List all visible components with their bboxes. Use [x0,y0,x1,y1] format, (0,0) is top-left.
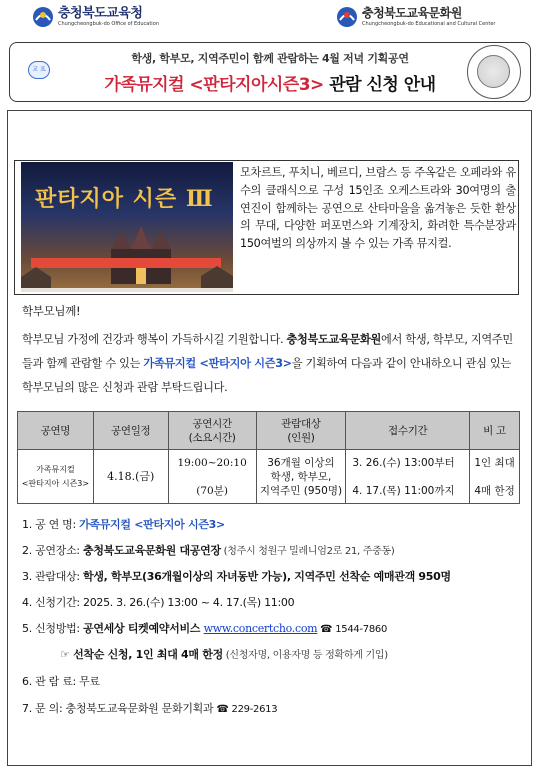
show-description: 모차르트, 푸치니, 베르디, 브람스 등 주옥같은 오페라와 유수의 클래식으로 구성 15인조 오케스트라와 30여명의 출연진이 함께하는 공연으로 산타마을을 옮겨놓은 듯한 환상의 무대, 다양한 퍼포먼스와 기계장치, 화려한 특수분장과 150여벌의 의상까지 볼 수 있는 가족 뮤지컬. [240,166,516,251]
table-header-audience: 관람대상 (인원) [256,412,346,450]
table-header-note: 비 고 [470,412,520,450]
list-item: 4. 신청기간: 2025. 3. 26.(수) 13:00 ~ 4. 17.(목) 11:00 [22,596,295,609]
ticket-phone: ☎ 1544-7860 [317,624,388,635]
performance-info-table [17,411,520,504]
title-subtitle: 학생, 학부모, 지역주민이 함께 관람하는 4월 저녁 기획공연 [131,52,409,65]
show-poster-image [21,162,233,292]
list-item: 6. 관 람 료: 무료 [22,675,100,688]
contact-phone: ☎ 229-2613 [216,704,278,715]
right-org-name: 충청북도교육문화원 [362,6,462,20]
education-office-emblem-icon [32,6,54,28]
right-org-name-en: Chungcheongbuk-do Educational and Cultural Center [362,21,496,27]
cell-period: 3. 26.(수) 13:00부터 4. 17.(목) 11:00까지 [346,450,470,504]
seal-emblem-icon [477,55,510,88]
list-item: 7. 문 의: 충청북도교육문화원 문화기획과 ☎ 229-2613 [22,702,278,715]
poster-title: 판타지아 시즌 Ⅲ [35,186,214,212]
title-show-name: 가족뮤지컬 <판타지아시즌3> [104,75,324,95]
intro-show-name: 가족뮤지컬 <판타지아 시즌3> [143,357,292,370]
list-item: 2. 공연장소: 충청북도교육문화원 대공연장 (청주시 청원구 밀레니엄2로 21, 주중동) [22,544,395,557]
official-seal [467,45,521,99]
cell-note: 1인 최대 4매 한정 [470,450,520,504]
ticket-site-link[interactable]: www.concertcho.com [203,622,318,635]
greeting: 학부모님께! [22,304,81,318]
title-box [9,42,531,102]
right-org-logo [336,6,495,28]
page-title [70,70,470,95]
intro-paragraph [22,328,522,400]
table-header-name: 공연명 [18,412,94,450]
list-item: 1. 공 연 명: 가족뮤지컬 <판타지아 시즌3> [22,518,225,531]
table-header-period: 접수기간 [346,412,470,450]
cell-date: 4.18.(금) [93,450,168,504]
intro-text-3: 을 기획하여 다음과 같이 안내하오니 관심 있는 학부모님의 많은 신청과 관람 부탁드립니다. [22,357,511,394]
cell-time: 19:00~20:10 (70분) [168,450,256,504]
list-item: 3. 관람대상: 학생, 학부모(36개월이상의 자녀동반 가능), 지역주민 선착순 예매관객 950명 [22,570,451,583]
culture-center-emblem-icon [336,6,358,28]
list-item: 5. 신청방법: 공연세상 티켓예약서비스 www.concertcho.com ☎ 1544-7860 [22,622,388,635]
title-suffix: 관람 신청 안내 [323,75,436,95]
table-header-row [18,412,520,450]
list-item: ☞ 선착순 신청, 1인 최대 4매 한정 (신청자명, 이용자명 등 정확하게 기입) [60,648,388,661]
intro-text-1: 학부모님 가정에 건강과 행복이 가득하시길 기원합니다. [22,333,287,346]
poster-village-icon [21,262,233,292]
left-org-name: 충청북도교육청 [58,6,143,21]
header [0,0,539,40]
intro-text-2: 에서 학생, 학부모, 지역주민들과 함께 관람할 수 있는 [22,333,513,370]
table-row [18,450,520,504]
school-badge: 교 표 [28,61,50,79]
cell-show-name: 가족뮤지컬 <판타지아 시즌3> [18,450,94,504]
cell-audience: 36개월 이상의 학생, 학부모, 지역주민 (950명) [256,450,346,504]
left-org-name-en: Chungcheongbuk-do Office of Education [58,21,159,27]
intro-org-name: 충청북도교육문화원 [286,333,382,346]
left-org-logo [32,6,159,28]
table-header-date: 공연일정 [93,412,168,450]
table-header-time: 공연시간 (소요시간) [168,412,256,450]
